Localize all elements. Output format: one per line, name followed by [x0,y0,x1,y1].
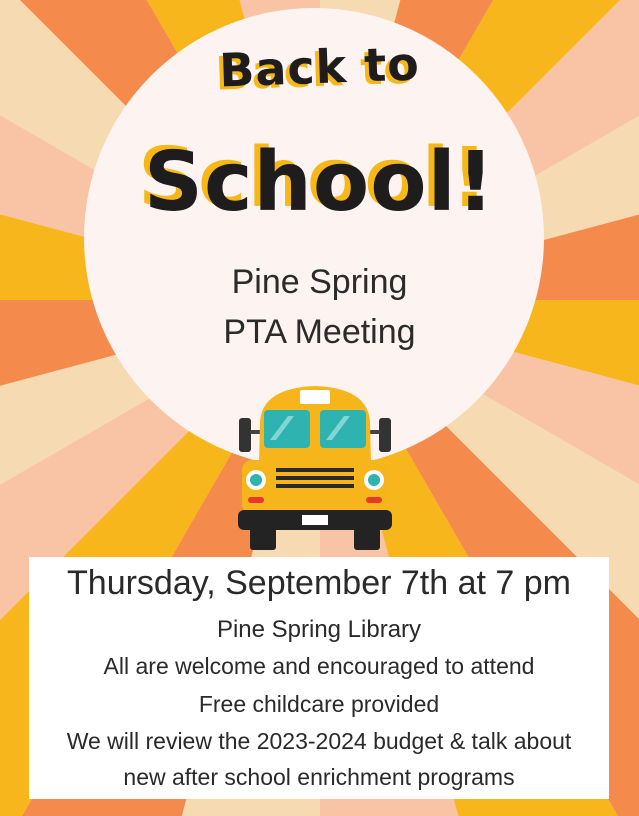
event-details-box [29,557,609,799]
title-school: School! [143,135,496,230]
agenda-line-1: We will review the 2023-2024 budget & talk about [66,728,572,754]
event-location: Pine Spring Library [216,616,422,643]
childcare-text: Free childcare provided [198,691,440,717]
event-date-time: Thursday, September 7th at 7 pm [67,564,571,602]
title-back-to: Back to [218,36,421,98]
subtitle-meeting: PTA Meeting [223,313,416,351]
agenda-line-2: new after school enrichment programs [123,764,515,790]
welcome-text: All are welcome and encouraged to attend [103,653,535,679]
school-bus-icon [232,382,398,552]
subtitle-school-name: Pine Spring [231,263,408,301]
